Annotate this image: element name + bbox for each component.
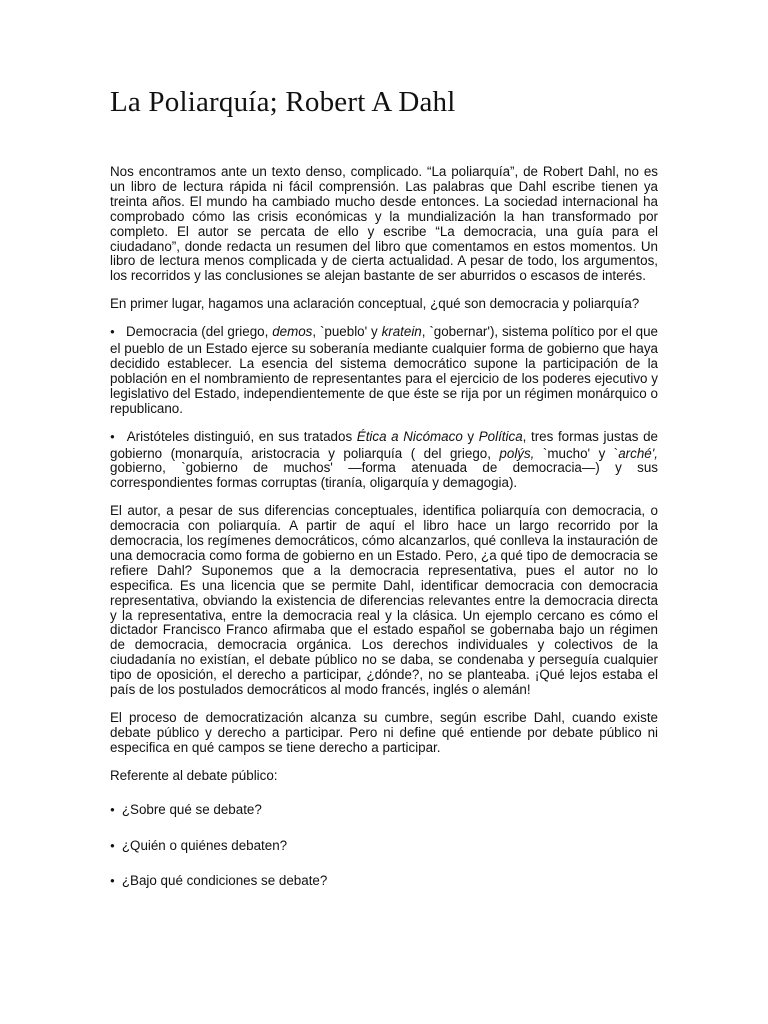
bullet-aristoteles: ● Aristóteles distinguió, en sus tratados Ética a Nicómaco y Política, tres formas justas de gobierno (monarquía, aristocracia y poliarquía ( del griego, polýs, `mucho' y `arché', gobierno, `gobierno de muchos' —forma atenuada de democracia—) y sus correspondientes formas corruptas (tiranía, oligarquía y demagogia). [110, 430, 658, 492]
intro-paragraph: Nos encontramos ante un texto denso, complicado. “La poliarquía”, de Robert Dahl, no es un libro de lectura rápida ni fácil comprensión. Las palabras que Dahl escribe tienen ya treinta años. El mundo ha cambiado mucho desde entonces. La sociedad internacional ha comprobado cómo las crisis económicas y la mundialización la han transformado por completo. El autor se percata de ello y escribe “La democracia, una guía para el ciudadano”, donde redacta un resumen del libro que comentamos en estos momentos. Un libro de lectura menos complicada y de cierta actualidad. A pesar de todo, los argumentos, los recorridos y las conclusiones se alejan bastante de ser aburridos o escasos de interés. [110, 164, 658, 284]
page-title: La Poliarquía; Robert A Dahl [110, 86, 456, 118]
document-body [110, 165, 658, 910]
question-paragraph: En primer lugar, hagamos una aclaración conceptual, ¿qué son democracia y poliarquía? [110, 296, 640, 312]
process-paragraph: El proceso de democratización alcanza su cumbre, según escribe Dahl, cuando existe debate público y derecho a participar. Pero ni define qué entiende por debate público ni especifica en qué campos se tiene derecho a participar. [110, 710, 658, 755]
author-paragraph: El autor, a pesar de sus diferencias conceptuales, identifica poliarquía con democracia, o democracia con poliarquía. A partir de aquí el libro hace un largo recorrido por la democracia, los regímenes democráticos, cómo alcanzarlos, qué conlleva la instauración de una democracia como forma de gobierno en un Estado. Pero, ¿a qué tipo de democracia se refiere Dahl? Suponemos que a la democracia representativa, pues el autor no lo especifica. Es una licencia que se permite Dahl, identificar democracia con democracia representativa, obviando la existencia de diferencias relevantes entre la democracia directa y la representativa, entre la democracia real y la clásica. Un ejemplo cercano es cómo el dictador Francisco Franco afirmaba que el estado español se gobernaba bajo un régimen de democracia, democracia orgánica. Los derechos individuales y colectivos de la ciudadanía no existían, el debate público no se daba, se condenaba y perseguía cualquier tipo de oposición, el derecho a participar, ¿dónde?, no se planteaba. ¡Qué lejos estaba el país de los postulados democráticos al modo francés, inglés o alemán! [110, 503, 658, 698]
list-item: ● ¿Bajo qué condiciones se debate? [110, 874, 658, 891]
referente-paragraph: Referente al debate público: [110, 767, 278, 783]
list-item: ● ¿Sobre qué se debate? [110, 803, 658, 820]
bullet-democracia: ● Democracia (del griego, demos, `pueblo' y kratein, `gobernar'), sistema político por el que el pueblo de un Estado ejerce su soberanía mediante cualquier forma de gobierno que haya decidido establecer. La esencia del sistema democrático supone la participación de la población en el nombramiento de representantes para el ejercicio de los poderes ejecutivo y legislativo del Estado, independientemente de que éste se rija por un régimen monárquico o republicano. [110, 325, 658, 416]
list-item: ● ¿Quién o quiénes debaten? [110, 839, 658, 856]
